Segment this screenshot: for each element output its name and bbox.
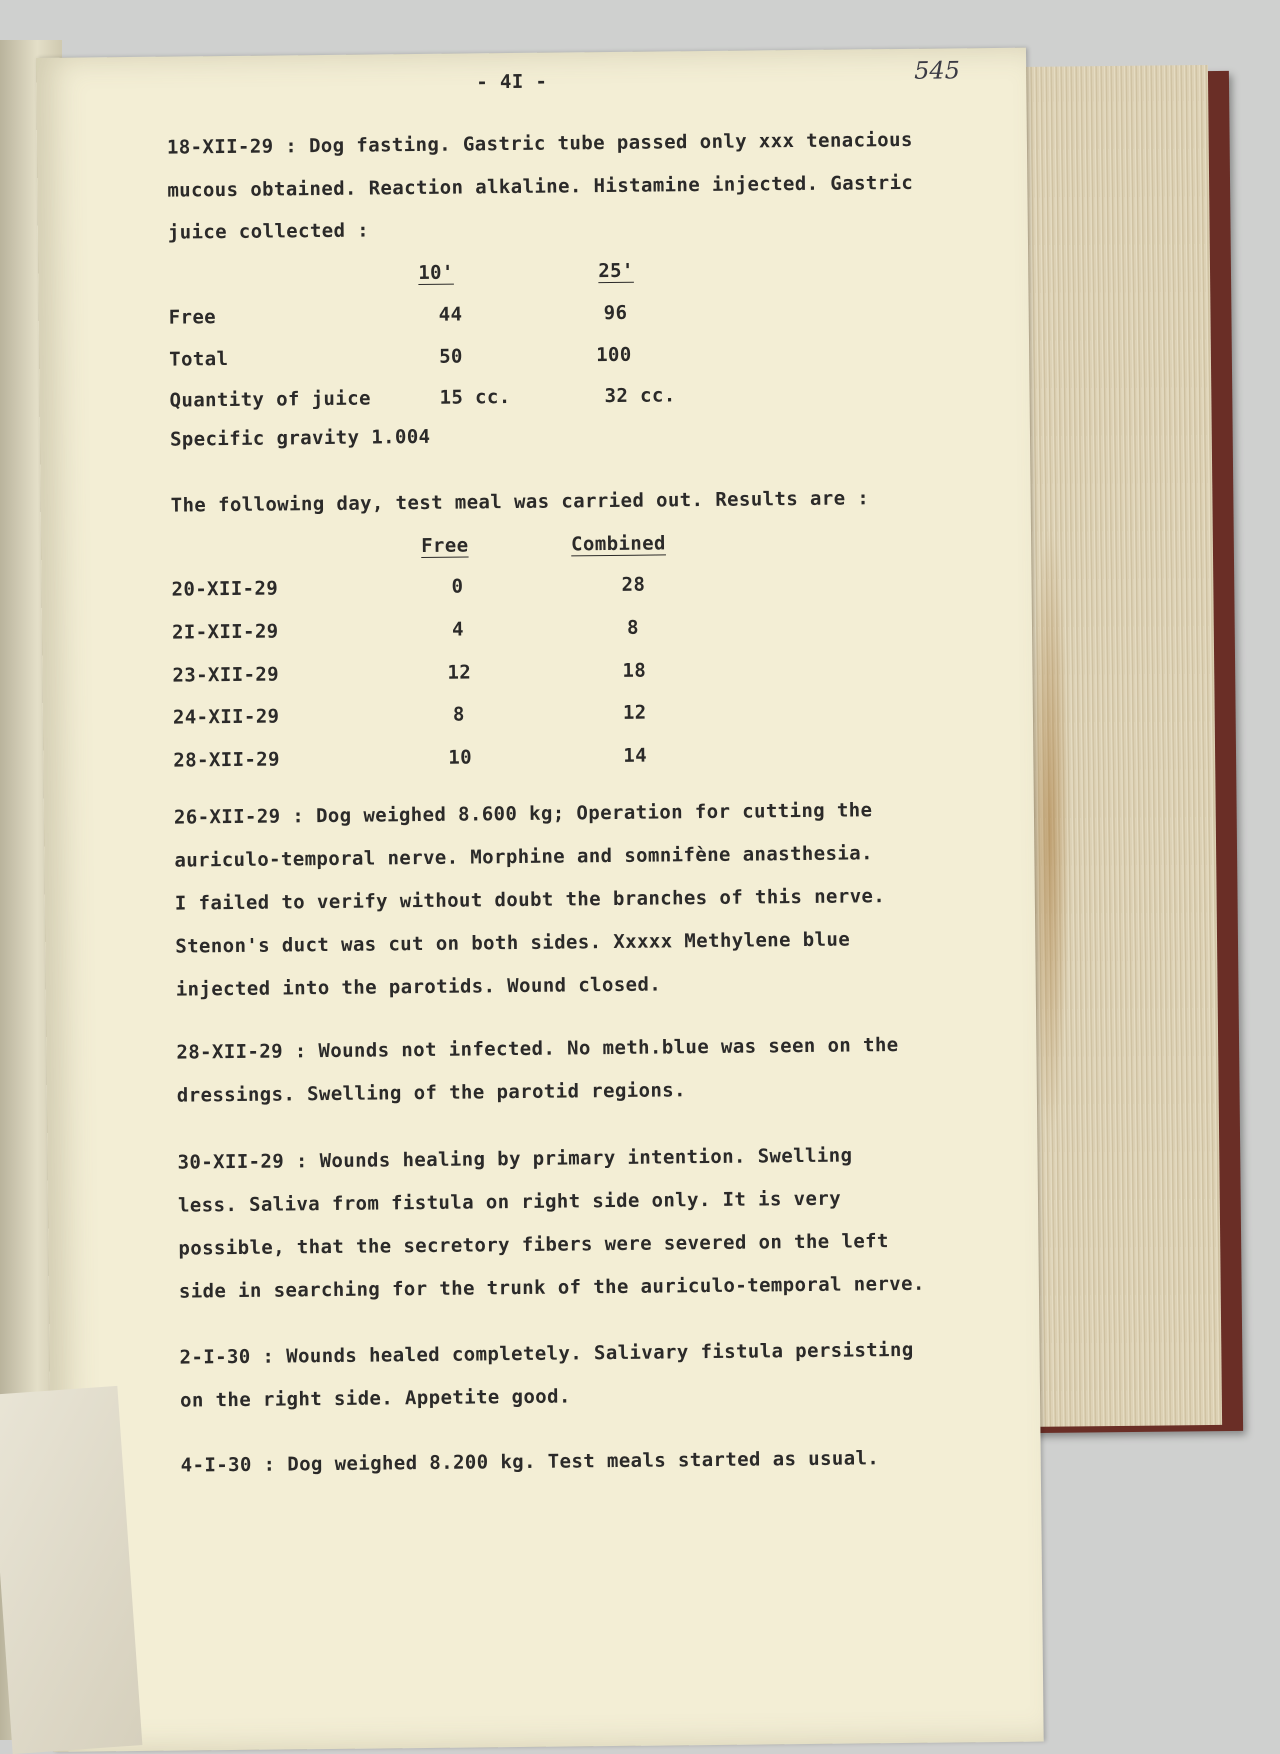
table-label: Total bbox=[169, 348, 229, 371]
entry-line: mucous obtained. Reaction alkaline. Histamine injected. Gastric bbox=[167, 171, 914, 202]
table-label: Quantity of juice bbox=[169, 387, 371, 412]
entry-line: 2-I-30 : Wounds healed completely. Salivary fistula persisting bbox=[179, 1338, 914, 1369]
table-cell: 28 bbox=[621, 573, 646, 596]
table-cell: 12 bbox=[447, 661, 472, 684]
table-header: Free bbox=[421, 534, 469, 557]
entry-line: 26-XII-29 : Dog weighed 8.600 kg; Operation for cutting the bbox=[173, 799, 873, 829]
table-header: 10' bbox=[418, 261, 454, 285]
table-cell: 18 bbox=[622, 659, 647, 682]
entry-line: side in searching for the trunk of the auriculo-temporal nerve. bbox=[178, 1272, 925, 1303]
entry-line: auriculo-temporal nerve. Morphine and somnifène anasthesia. bbox=[174, 842, 873, 872]
table-row-date: 23-XII-29 bbox=[172, 663, 280, 687]
table-cell: 0 bbox=[451, 575, 464, 598]
table-cell: 96 bbox=[603, 301, 628, 325]
entry-line: I failed to verify without doubt the branches of this nerve. bbox=[174, 885, 886, 915]
handwritten-page-number: 545 bbox=[914, 56, 961, 85]
entry-line: Stenon's duct was cut on both sides. Xxxxx Methylene blue bbox=[175, 928, 851, 958]
entry-line: juice collected : bbox=[167, 219, 370, 244]
table-cell: 10 bbox=[448, 746, 473, 769]
table-cell: 15 cc. bbox=[439, 386, 511, 409]
entry-line: 4-I-30 : Dog weighed 8.200 kg. Test meals started as usual. bbox=[180, 1447, 880, 1477]
entry-line: less. Saliva from fistula on right side only. It is very bbox=[177, 1187, 842, 1217]
page-number: - 4I - bbox=[476, 70, 548, 94]
table-row-date: 24-XII-29 bbox=[172, 705, 280, 729]
entry-line: The following day, test meal was carried out. Results are : bbox=[170, 487, 870, 517]
table-cell: 32 cc. bbox=[604, 384, 676, 408]
entry-line: injected into the parotids. Wound closed. bbox=[175, 973, 662, 1001]
table-row-date: 2I-XII-29 bbox=[171, 620, 279, 644]
entry-line: dressings. Swelling of the parotid regions. bbox=[176, 1079, 687, 1107]
entry-line: possible, that the secretory fibers were severed on the left bbox=[178, 1230, 889, 1260]
table-cell: 100 bbox=[596, 343, 632, 367]
table-cell: 8 bbox=[452, 703, 465, 726]
table-cell: 12 bbox=[622, 701, 647, 724]
table-header: Combined bbox=[571, 532, 666, 556]
table-cell: 4 bbox=[451, 618, 464, 641]
table-header: 25' bbox=[598, 259, 634, 283]
table-label: Free bbox=[168, 306, 217, 329]
document-page bbox=[36, 48, 1044, 1752]
table-cell: 50 bbox=[439, 345, 463, 368]
table-row-date: 20-XII-29 bbox=[171, 577, 279, 601]
loose-paper-flap bbox=[0, 1386, 142, 1754]
entry-line: 30-XII-29 : Wounds healing by primary intention. Swelling bbox=[177, 1144, 853, 1174]
table-cell: 8 bbox=[626, 616, 639, 639]
entry-line: 28-XII-29 : Wounds not infected. No meth.blue was seen on the bbox=[176, 1034, 899, 1064]
entry-line: Specific gravity 1.004 bbox=[169, 425, 431, 451]
entry-line: on the right side. Appetite good. bbox=[179, 1385, 571, 1412]
table-row-date: 28-XII-29 bbox=[173, 748, 281, 772]
table-cell: 44 bbox=[438, 303, 463, 326]
table-cell: 14 bbox=[623, 744, 648, 767]
entry-line: 18-XII-29 : Dog fasting. Gastric tube passed only xxx tenacious bbox=[166, 128, 913, 159]
